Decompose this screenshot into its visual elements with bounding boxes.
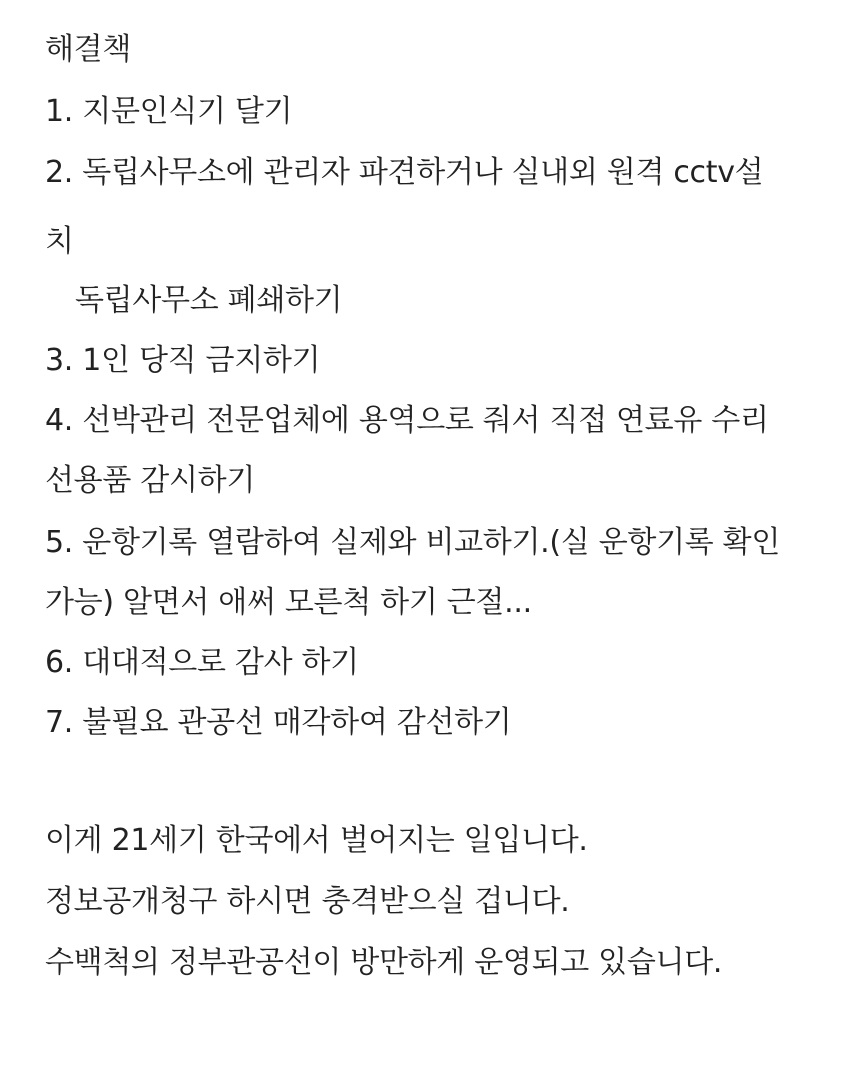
list-item: 3. 1인 당직 금지하기: [45, 343, 321, 378]
list-item: 7. 불필요 관공선 매각하여 감선하기: [45, 705, 512, 740]
list-item: 6. 대대적으로 감사 하기: [45, 645, 359, 680]
list-item: 5. 운항기록 열람하여 실제와 비교하기.(실 운항기록 확인: [45, 525, 781, 560]
list-item: 4. 선박관리 전문업체에 용역으로 줘서 직접 연료유 수리: [45, 403, 769, 438]
list-item: 1. 지문인식기 달기: [45, 94, 293, 129]
closing-line: 정보공개청구 하시면 충격받으실 겁니다.: [45, 884, 570, 919]
list-item-subline: 독립사무소 폐쇄하기: [75, 283, 343, 318]
closing-line: 이게 21세기 한국에서 벌어지는 일입니다.: [45, 823, 588, 858]
list-item-continuation: 치: [45, 224, 74, 259]
list-item-continuation: 선용품 감시하기: [45, 463, 255, 498]
closing-line: 수백척의 정부관공선이 방만하게 운영되고 있습니다.: [45, 945, 723, 980]
heading: 해결책: [45, 32, 132, 67]
list-item: 2. 독립사무소에 관리자 파견하거나 실내외 원격 cctv설: [45, 155, 764, 190]
list-item-continuation: 가능) 알면서 애써 모른척 하기 근절...: [45, 585, 532, 620]
